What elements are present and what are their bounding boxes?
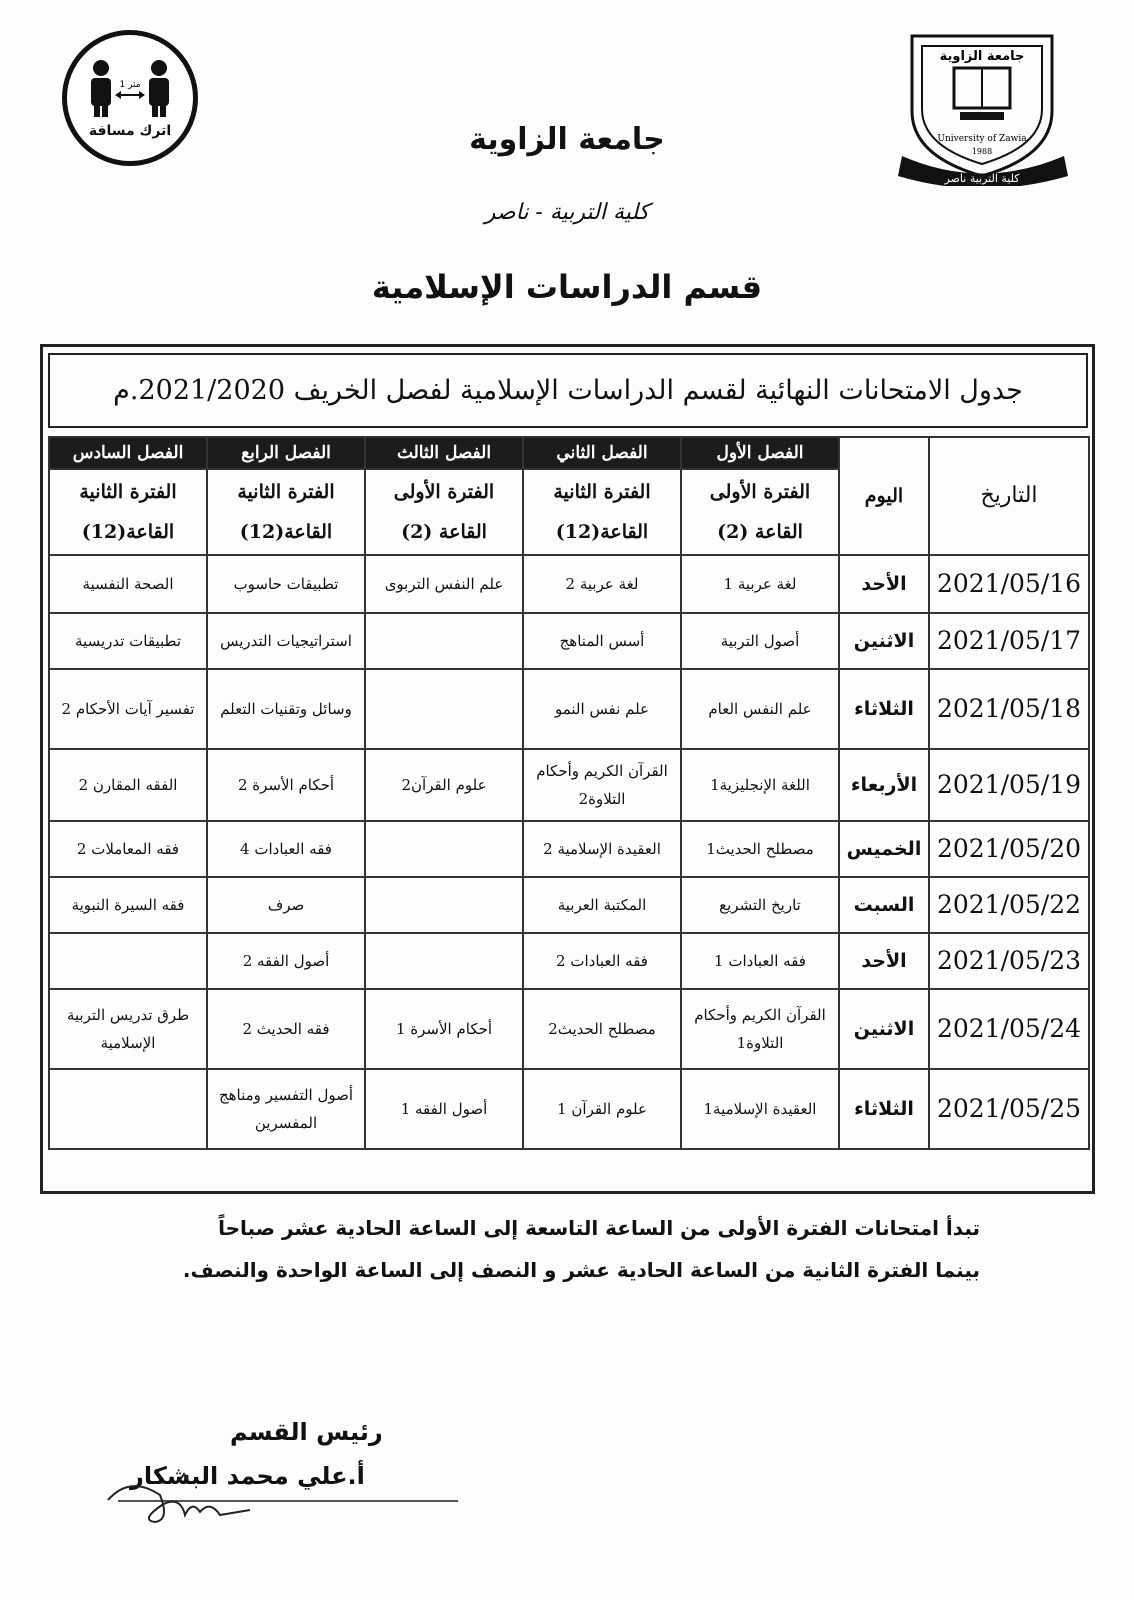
date-cell: 2021/05/23: [929, 933, 1089, 989]
exam-subject-cell: [365, 933, 523, 989]
exam-subject-cell: علوم القرآن2: [365, 749, 523, 821]
date-cell: 2021/05/20: [929, 821, 1089, 877]
exam-subject-cell: أصول التفسير ومناهج المفسرين: [207, 1069, 365, 1149]
day-cell: الخميس: [839, 821, 929, 877]
schedule-row: [49, 613, 1089, 669]
svg-text:كلية التربية ناصر: كلية التربية ناصر: [944, 172, 1020, 185]
handwritten-signature: [100, 1470, 270, 1530]
date-cell: 2021/05/22: [929, 877, 1089, 933]
day-cell: السبت: [839, 877, 929, 933]
day-cell: الأربعاء: [839, 749, 929, 821]
semester-header: الفصل الرابع: [207, 437, 365, 469]
exam-subject-cell: [49, 933, 207, 989]
semester-header: الفصل الأول: [681, 437, 839, 469]
period-header: [207, 469, 365, 555]
exam-subject-cell: مصطلح الحديث1: [681, 821, 839, 877]
exam-subject-cell: علم النفس التربوى: [365, 555, 523, 613]
note-line-2: بينما الفترة الثانية من الساعة الحادية عشر و النصف إلى الساعة الواحدة والنصف.: [182, 1258, 980, 1282]
exam-subject-cell: الصحة النفسية: [49, 555, 207, 613]
social-distance-icon: [87, 59, 173, 119]
day-cell: الأحد: [839, 555, 929, 613]
exam-subject-cell: أحكام الأسرة 1: [365, 989, 523, 1069]
exam-subject-cell: القرآن الكريم وأحكام التلاوة1: [681, 989, 839, 1069]
exam-subject-cell: فقه الحديث 2: [207, 989, 365, 1069]
schedule-title: جدول الامتحانات النهائية لقسم الدراسات الإسلامية لفصل الخريف 2021/2020.م: [48, 353, 1088, 428]
hall-label: القاعة (2): [717, 521, 803, 543]
svg-text:1 متر: 1 متر: [119, 80, 141, 90]
exam-subject-cell: علم نفس النمو: [523, 669, 681, 749]
schedule-row: [49, 669, 1089, 749]
schedule-row: [49, 933, 1089, 989]
exam-subject-cell: لغة عربية 2: [523, 555, 681, 613]
hall-label: القاعة (2): [401, 521, 487, 543]
department-name: قسم الدراسات الإسلامية: [371, 268, 763, 306]
date-cell: 2021/05/24: [929, 989, 1089, 1069]
period-header: [523, 469, 681, 555]
exam-subject-cell: أصول الفقه 2: [207, 933, 365, 989]
date-cell: 2021/05/17: [929, 613, 1089, 669]
exam-subject-cell: المكتبة العربية: [523, 877, 681, 933]
day-cell: الاثنين: [839, 613, 929, 669]
day-cell: الثلاثاء: [839, 1069, 929, 1149]
exam-subject-cell: القرآن الكريم وأحكام التلاوة2: [523, 749, 681, 821]
exam-subject-cell: طرق تدريس التربية الإسلامية: [49, 989, 207, 1069]
exam-subject-cell: فقه السيرة النبوية: [49, 877, 207, 933]
exam-subject-cell: [365, 669, 523, 749]
date-cell: 2021/05/18: [929, 669, 1089, 749]
exam-subject-cell: وسائل وتقنيات التعلم: [207, 669, 365, 749]
period-header: [365, 469, 523, 555]
period-label: الفترة الأولى: [393, 481, 495, 503]
exam-subject-cell: أسس المناهج: [523, 613, 681, 669]
note-line-1: تبدأ امتحانات الفترة الأولى من الساعة التاسعة إلى الساعة الحادية عشر صباحاً: [218, 1216, 980, 1240]
semester-header: الفصل السادس: [49, 437, 207, 469]
signature-name: أ.علي محمد البشكار: [130, 1462, 365, 1490]
period-label: الفترة الثانية: [553, 481, 651, 503]
exam-subject-cell: [49, 1069, 207, 1149]
exam-subject-cell: العقيدة الإسلامية 2: [523, 821, 681, 877]
period-label: الفترة الثانية: [237, 481, 335, 503]
exam-subject-cell: صرف: [207, 877, 365, 933]
day-cell: الاثنين: [839, 989, 929, 1069]
exam-subject-cell: مصطلح الحديث2: [523, 989, 681, 1069]
exam-subject-cell: تطبيقات تدريسية: [49, 613, 207, 669]
period-header: [49, 469, 207, 555]
schedule-row: [49, 989, 1089, 1069]
exam-subject-cell: علوم القرآن 1: [523, 1069, 681, 1149]
college-name: كلية التربية - ناصر: [484, 200, 650, 225]
exam-subject-cell: العقيدة الإسلامية1: [681, 1069, 839, 1149]
exam-subject-cell: تطبيقات حاسوب: [207, 555, 365, 613]
exam-subject-cell: اللغة الإنجليزية1: [681, 749, 839, 821]
exam-subject-cell: أحكام الأسرة 2: [207, 749, 365, 821]
schedule-row: [49, 555, 1089, 613]
day-cell: الثلاثاء: [839, 669, 929, 749]
date-cell: 2021/05/25: [929, 1069, 1089, 1149]
exam-subject-cell: [365, 877, 523, 933]
day-header: اليوم: [839, 437, 929, 555]
period-header: [681, 469, 839, 555]
svg-text:جامعة الزاوية: جامعة الزاوية: [939, 49, 1025, 64]
exam-subject-cell: [365, 821, 523, 877]
period-label: الفترة الثانية: [79, 481, 177, 503]
exam-subject-cell: [365, 613, 523, 669]
schedule-row: [49, 821, 1089, 877]
date-cell: 2021/05/16: [929, 555, 1089, 613]
exam-subject-cell: فقه العبادات 4: [207, 821, 365, 877]
svg-text:1988: 1988: [971, 147, 993, 156]
exam-subject-cell: تاريخ التشريع: [681, 877, 839, 933]
hall-label: القاعة(12): [555, 521, 649, 543]
period-label: الفترة الأولى: [709, 481, 811, 503]
exam-subject-cell: فقه العبادات 2: [523, 933, 681, 989]
exam-subject-cell: استراتيجيات التدريس: [207, 613, 365, 669]
semester-header: الفصل الثالث: [365, 437, 523, 469]
exam-subject-cell: تفسير آيات الأحكام 2: [49, 669, 207, 749]
university-seal-icon: [892, 16, 1072, 186]
date-header: التاريخ: [929, 437, 1089, 555]
exam-schedule-table: [48, 436, 1090, 1150]
exam-subject-cell: فقه العبادات 1: [681, 933, 839, 989]
university-name: جامعة الزاوية: [469, 122, 665, 157]
exam-subject-cell: أصول الفقه 1: [365, 1069, 523, 1149]
schedule-row: [49, 749, 1089, 821]
signature-title: رئيس القسم: [230, 1418, 383, 1446]
date-cell: 2021/05/19: [929, 749, 1089, 821]
hall-label: القاعة(12): [81, 521, 175, 543]
exam-subject-cell: علم النفس العام: [681, 669, 839, 749]
svg-text:University of Zawia: University of Zawia: [937, 134, 1027, 144]
day-cell: الأحد: [839, 933, 929, 989]
exam-subject-cell: لغة عربية 1: [681, 555, 839, 613]
semester-header: الفصل الثاني: [523, 437, 681, 469]
exam-subject-cell: فقه المعاملات 2: [49, 821, 207, 877]
hall-label: القاعة(12): [239, 521, 333, 543]
distance-caption: اترك مسافة: [88, 123, 172, 139]
schedule-row: [49, 877, 1089, 933]
schedule-row: [49, 1069, 1089, 1149]
exam-subject-cell: الفقه المقارن 2: [49, 749, 207, 821]
exam-subject-cell: أصول التربية: [681, 613, 839, 669]
